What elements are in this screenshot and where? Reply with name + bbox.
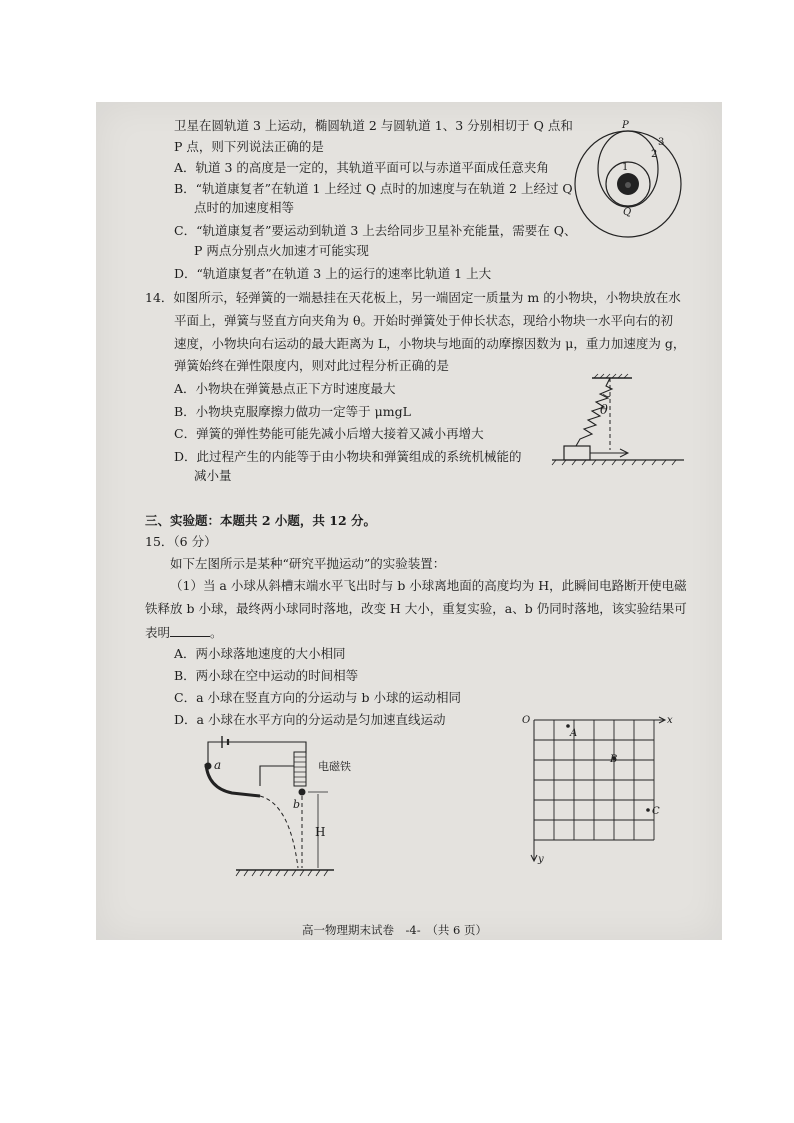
q15-part1-line-3 xyxy=(145,624,223,641)
q15-option-b: B．两小球在空中运动的时间相等 xyxy=(174,668,359,683)
q13-option-a: A．轨道 3 的高度是一定的，其轨道平面可以与赤道平面成任意夹角 xyxy=(174,160,549,175)
q13-line-2: P 点，则下列说法正确的是 xyxy=(174,139,324,154)
theta-label: θ xyxy=(600,403,608,418)
q15-option-a: A．两小球落地速度的大小相同 xyxy=(174,646,346,661)
answer-blank xyxy=(170,624,210,637)
q13-option-d: D．“轨道康复者”在轨道 3 上的运行的速率比轨道 1 上大 xyxy=(174,266,492,281)
electromagnet-label: 电磁铁 xyxy=(318,760,351,773)
point-p-label: P xyxy=(622,120,629,131)
height-h-label: H xyxy=(315,825,326,839)
q15-part1-line-2: 铁释放 b 小球，最终两小球同时落地，改变 H 大小，重复实验，a、b 仍同时落地，该实验结果可 xyxy=(145,601,687,616)
orbit-diagram xyxy=(572,118,702,238)
section-3-heading: 三、实验题：本题共 2 小题，共 12 分。 xyxy=(145,513,377,528)
q13-option-c-cont: P 两点分别点火加速才可能实现 xyxy=(194,243,369,258)
point-q-label: Q xyxy=(623,207,632,218)
q14-option-c: C．弹簧的弹性势能可能先减小后增大接着又减小再增大 xyxy=(174,426,484,441)
q15-option-c: C．a 小球在竖直方向的分运动与 b 小球的运动相同 xyxy=(174,690,461,705)
x-axis-label: x xyxy=(667,715,673,726)
point-b-label: B xyxy=(610,754,618,765)
q15-option-d: D．a 小球在水平方向的分运动是匀加速直线运动 xyxy=(174,712,446,727)
grid-trajectory-diagram xyxy=(518,712,678,868)
q14-option-d: D．此过程产生的内能等于由小物块和弹簧组成的系统机械能的 xyxy=(174,449,522,464)
q14-option-a: A．小物块在弹簧悬点正下方时速度最大 xyxy=(174,381,396,396)
q14-line-3: 速度，小物块向右运动的最大距离为 L，小物块与地面的动摩擦因数为 μ，重力加速度为 g， xyxy=(174,336,686,351)
projectile-apparatus-diagram xyxy=(198,736,358,884)
orbit-1-label: 1 xyxy=(622,162,629,173)
q14-line-1: 14．如图所示，轻弹簧的一端悬挂在天花板上，另一端固定一质量为 m 的小物块，小物块放在水 xyxy=(145,290,681,305)
q13-line-1: 卫星在圆轨道 3 上运动，椭圆轨道 2 与圆轨道 1、3 分别相切于 Q 点和 xyxy=(174,118,573,133)
q14-line-4: 弹簧始终在弹性限度内，则对此过程分析正确的是 xyxy=(174,358,450,373)
q13-option-b: B．“轨道康复者”在轨道 1 上经过 Q 点时的加速度与在轨道 2 上经过 Q xyxy=(174,181,573,196)
ball-b-label: b xyxy=(293,798,301,811)
spring-block-diagram xyxy=(548,374,688,466)
origin-label: O xyxy=(522,715,531,726)
q15-part1-text: 表明 xyxy=(145,625,171,640)
point-c-label: C xyxy=(652,806,660,817)
q14-line-2: 平面上，弹簧与竖直方向夹角为 θ。开始时弹簧处于伸长状态，现给小物块一水平向右的初 xyxy=(174,313,674,328)
orbit-2-label: 2 xyxy=(651,149,658,160)
q15-intro: 如下左图所示是某种“研究平抛运动”的实验装置： xyxy=(170,556,446,571)
q14-option-d-cont: 减小量 xyxy=(194,468,232,483)
period: 。 xyxy=(210,625,223,640)
y-axis-label: y xyxy=(538,854,544,865)
q15-part1-line-1: （1）当 a 小球从斜槽末端水平飞出时与 b 小球离地面的高度均为 H，此瞬间电路断开使电磁 xyxy=(170,578,687,593)
q14-option-b: B．小物块克服摩擦力做功一定等于 μmgL xyxy=(174,404,411,419)
q15-heading: 15．（6 分） xyxy=(145,534,217,549)
ball-a-label: a xyxy=(214,758,222,772)
point-a-label: A xyxy=(570,728,578,739)
orbit-3-label: 3 xyxy=(658,137,665,148)
page-footer: 高一物理期末试卷 -4- （共 6 页） xyxy=(302,923,487,937)
q13-option-c: C．“轨道康复者”要运动到轨道 3 上去给同步卫星补充能量，需要在 Q、 xyxy=(174,223,577,238)
q13-option-b-cont: 点时的加速度相等 xyxy=(194,200,295,215)
